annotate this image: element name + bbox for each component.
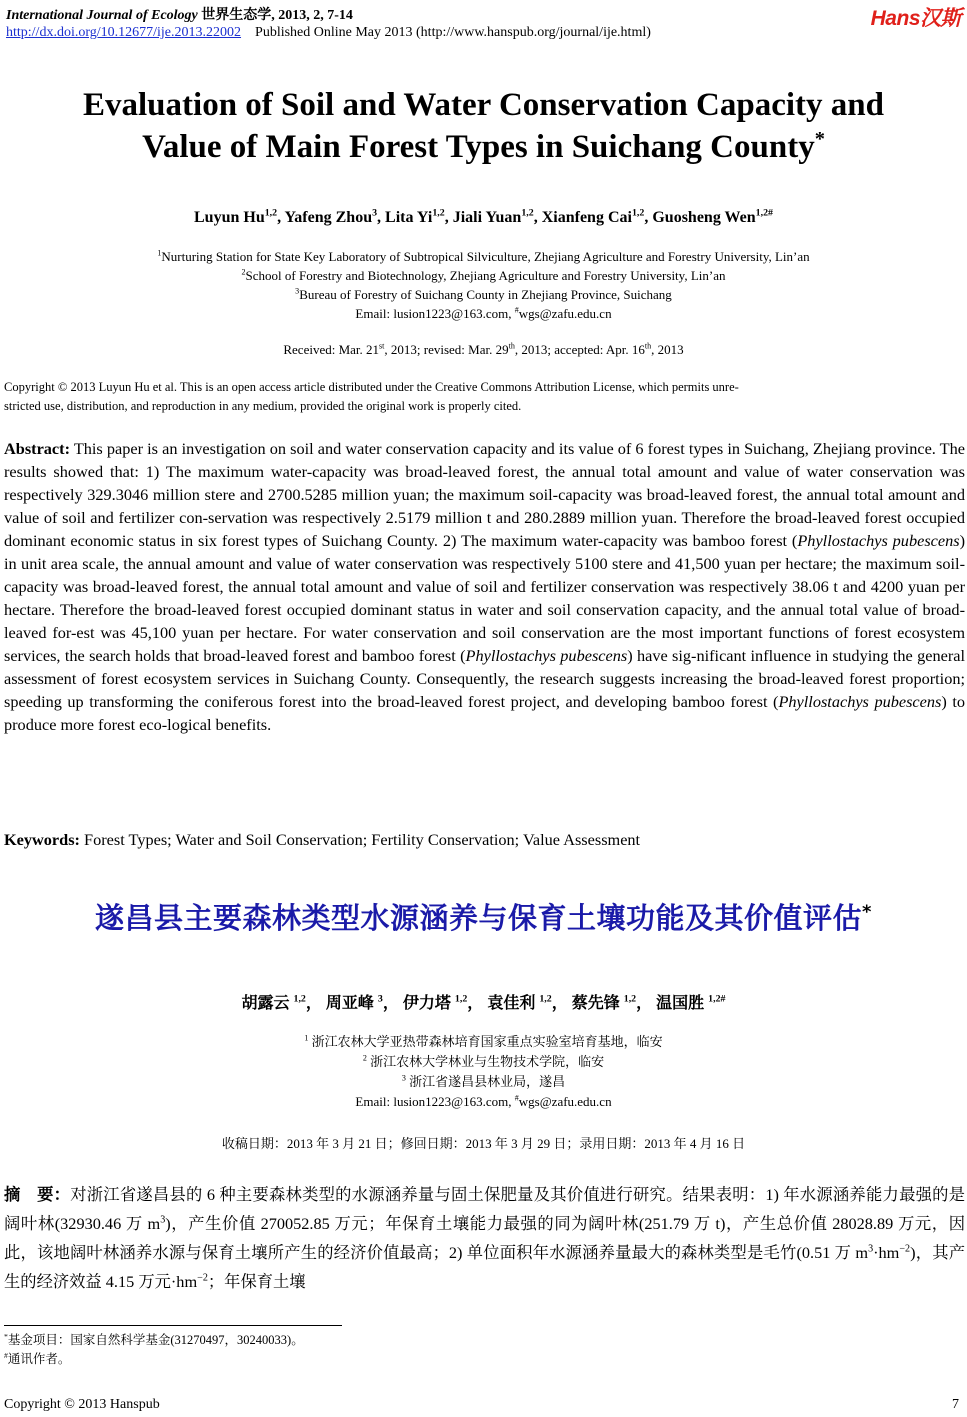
doi-link[interactable]: http://dx.doi.org/10.12677/ije.2013.22002 (6, 25, 242, 40)
page-number: 7 (952, 1397, 959, 1412)
license-notice: Copyright © 2013 Luyun Hu et al. This is an open access article distributed under the Creative Commons Attribution License, which permits unre- stricted use, distribution, and reproduction in any medium, provided the original work is properly cited. (4, 380, 739, 413)
footnote-funding: *基金项目：国家自然科学基金(31270497，30240033)。 (4, 1331, 304, 1347)
author: 蔡先锋 $^{1,2}$， (571, 993, 653, 1012)
author: Guosheng Wen$^{1,2\#}$ (652, 207, 773, 226)
author-list (0, 209, 967, 227)
affiliation: $^1$Nurturing Station for State Key Laboratory of Subtropical Silviculture, Zhejiang Agriculture and Forestry University, Lin’an (157, 248, 810, 264)
author: Yafeng Zhou$^3$, (284, 207, 386, 226)
published-online: Published Online May 2013 (http://www.hanspub.org/journal/ije.html) (255, 25, 651, 40)
chinese-received-dates: 收稿日期：2013 年 3 月 21 日；修回日期：2013 年 3 月 29 日；录用日期：2013 年 4 月 16 日 (221, 1136, 746, 1151)
journal-header (6, 4, 353, 24)
paper-title (30, 84, 937, 168)
affiliation: $^2$School of Forestry and Biotechnology, Zhejiang Agriculture and Forestry University, Lin’an (241, 267, 726, 283)
footnote-divider (4, 1325, 342, 1326)
affiliation: $^1$ 浙江农林大学亚热带森林培育国家重点实验室培育基地，临安 (304, 1033, 663, 1049)
affiliation: $^3$ 浙江省遂昌县林业局，遂昌 (401, 1073, 566, 1089)
author: 胡露云 $^{1,2}$， (241, 993, 322, 1012)
author: Lita Yi$^{1,2}$, (385, 207, 453, 226)
affiliation: $^3$Bureau of Forestry of Suichang County in Zhejiang Province, Suichang (295, 286, 672, 302)
chinese-author-list (0, 990, 967, 1013)
journal-volume: , 2013, 2, 7-14 (271, 8, 353, 23)
chinese-title: 遂昌县主要森林类型水源涵养与保育土壤功能及其价值评估* (95, 901, 872, 935)
received-dates: Received: Mar. 21st, 2013; revised: Mar. 29th, 2013; accepted: Apr. 16th, 2013 (283, 341, 684, 357)
affiliations (0, 247, 967, 323)
author: 温国胜 $^{1,2\#}$ (656, 993, 726, 1012)
chinese-abstract-label: 摘 要： (4, 1185, 71, 1204)
author: Luyun Hu$^{1,2}$, (194, 207, 285, 226)
email-line: Email: lusion1223@163.com, #wgs@zafu.edu.cn (355, 1093, 612, 1109)
keywords-label: Keywords: (4, 830, 80, 849)
chinese-affiliations (0, 1032, 967, 1112)
paper-title-line1: Evaluation of Soil and Water Conservation Capacity and (83, 87, 884, 123)
journal-name: International Journal of Ecology (6, 8, 198, 23)
author: Jiali Yuan$^{1,2}$, (452, 207, 542, 226)
footnote-correspondence: #通讯作者。 (4, 1350, 71, 1366)
publication-info (6, 25, 651, 41)
email-line: Email: lusion1223@163.com, #wgs@zafu.edu.cn (355, 305, 612, 321)
author: 周亚峰 $^3$， (325, 993, 399, 1012)
paper-title-line2: Value of Main Forest Types in Suichang County (142, 129, 815, 165)
abstract-label: Abstract: (4, 439, 71, 458)
author: 袁佳利 $^{1,2}$， (487, 993, 568, 1012)
author: Xianfeng Cai$^{1,2}$, (541, 207, 653, 226)
abstract: Abstract: This paper is an investigation on soil and water conservation capacity and its value of 6 forest types in Suichang, Zhejiang province. The results showed that: 1) The maximum water-capacity was broad-leaved forest, the annual total amount and value of water conservation was respectively 329.3046 million stere and 2700.5285 million yuan; the maximum soil-capacity was broad-leaved forest, the annual total amount and value of soil and fertilizer con-servation was respectively 2.5179 million t and 280.2889 million yuan. Therefore the broad-leaved forest occupied dominant economic status in six forest types of Suichang County. 2) The maximum water-capacity was bamboo forest (Phyllostachys pubescens) in unit area scale, the annual amount and value of water conservation was respectively 5100 stere and 41,500 yuan per hectare; the maximum soil-capacity was broad-leaved forest, the annual total amount and value of soil and fertilizer conservation was respectively 38.06 t and 4200 yuan per hectare. Therefore the broad-leaved forest occupied dominant status in water and soil conservation capacity, and the annual total value of broad-leaved for-est was 45,100 yuan per hectare. For water conservation and soil conservation are the most important functions of forest ecosystem services, the search holds that broad-leaved forest and bamboo forest (Phyllostachys pubescens) have sig-nificant influence in studying the general assessment of forest ecosystem services in Suichang County. Consequently, the research suggests increasing the broad-leaved forest proportion; speeding up transforming the coniferous forest into the broad-leaved forest project, and developing bamboo forest (Phyllostachys pubescens) to produce more forest eco-logical benefits. (4, 439, 966, 734)
author: 伊力塔 $^{1,2}$， (402, 993, 484, 1012)
chinese-abstract: 摘 要：对浙江省遂昌县的 6 种主要森林类型的水源涵养量与固土保肥量及其价值进行研究。结果表明：1) 年水源涵养能力最强的是阔叶林(32930.46 万 $m^3$)，产生价值 270052.85 万元；年保育土壤能力最强的同为阔叶林(251.79 万 t)，产生总价值 28028.89 万元，因此，该地阔叶林涵养水源与保育土壤所产生的经济价值最高；2) 单位面积年水源涵养量最大的森林类型是毛竹(0.51 万 $m^3\cdot hm^{-2}$)，其产生的经济效益 4.15 万元$\cdot hm^{-2}$；年保育土壤 (4, 1185, 965, 1291)
footer-copyright: Copyright © 2013 Hanspub (4, 1397, 160, 1412)
affiliation: $^2$ 浙江农林大学林业与生物技术学院，临安 (362, 1053, 605, 1069)
keywords: Keywords: Forest Types; Water and Soil Conservation; Fertility Conservation; Value Assessment (4, 830, 641, 849)
journal-name-cn: 世界生态学 (201, 8, 272, 23)
title-footnote-mark: * (814, 128, 825, 150)
hanspub-logo: Hans汉斯 (870, 7, 961, 30)
